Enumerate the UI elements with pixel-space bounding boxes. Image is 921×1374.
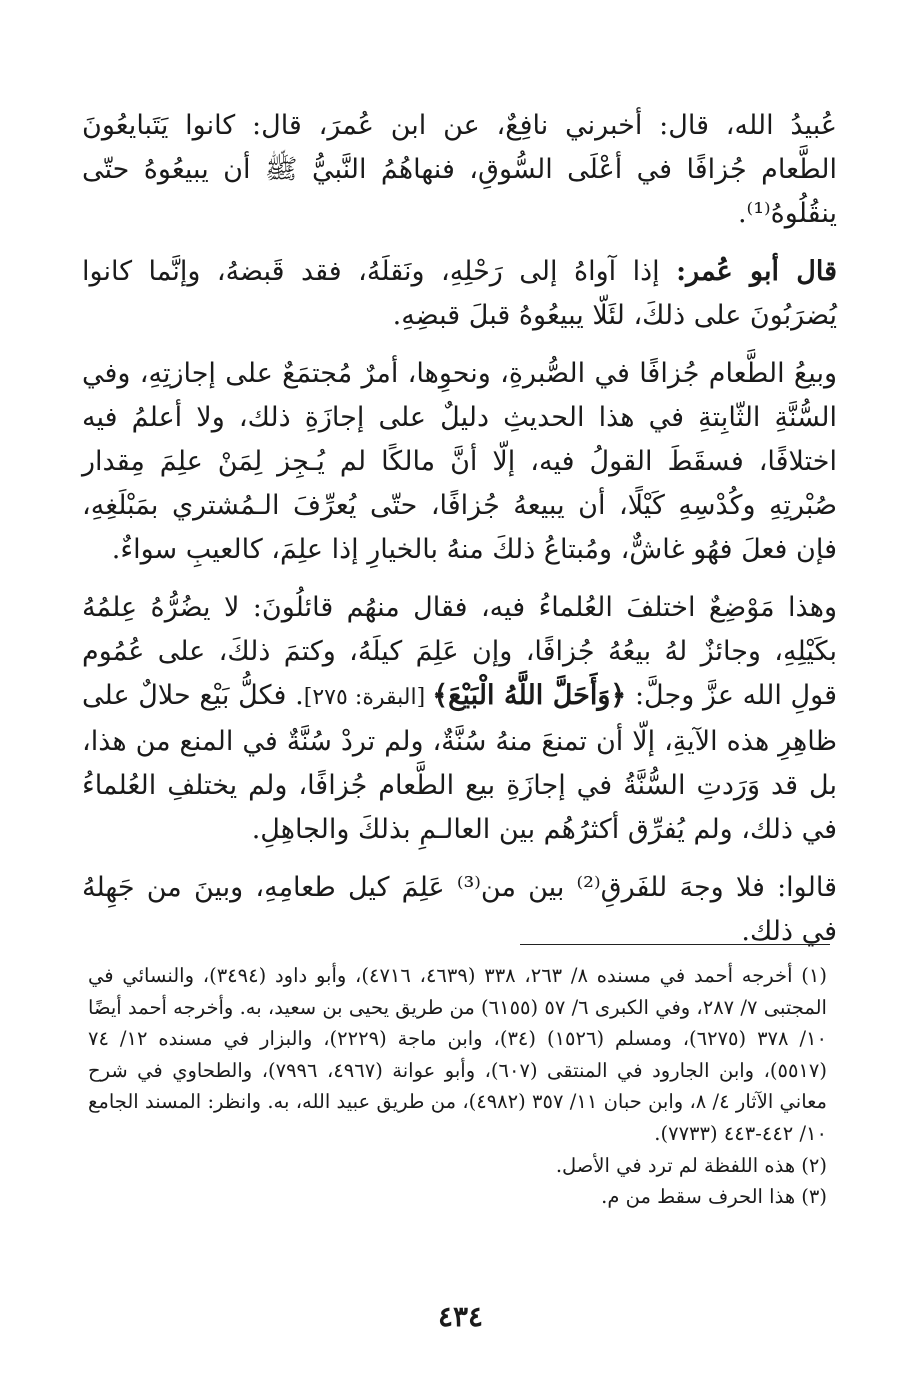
paragraph-1 xyxy=(82,104,837,236)
quran-verse: ﴿وَأَحَلَّ اللَّهُ الْبَيْعَ﴾ xyxy=(432,680,627,711)
paragraph-2 xyxy=(82,250,837,338)
footnote-1: (١) أخرجه أحمد في مسنده ٨/ ٢٦٣، ٣٣٨ (٤٦٣٩، ٤٧١٦)، وأبو داود (٣٤٩٤)، والنسائي في المجتبى ٧/ ٢٨٧، وفي الكبرى ٦/ ٥٧ (٦١٥٥) من طريق يحيى بن سعيد، به. وأخرجه أحمد أيضًا ١٠/ ٣٧٨ (٦٢٧٥)، ومسلم (١٥٢٦) (٣٤)، وابن ماجة (٢٢٢٩)، والبزار في مسنده ١٢/ ٧٤ (٥٥١٧)، وابن الجارود في المنتقى (٦٠٧)، وأبو عوانة (٤٩٦٧، ٧٩٩٦)، والطحاوي في شرح معاني الآثار ٤/ ٨، وابن حبان ١١/ ٣٥٧ (٤٩٨٢)، من طريق عبيد الله، به. وانظر: المسند الجامع ١٠/ ٤٤٢-٤٤٣ (٧٧٣٣). xyxy=(88,964,828,1145)
paragraph-text: إذا آواهُ إلى رَحْلِهِ، ونَقلَهُ، فقد قَبضهُ، وإنَّما كانوا يُضرَبُونَ على ذلكَ، لئَلّا يبيعُوهُ قبلَ قبضِهِ. xyxy=(82,256,837,331)
paragraph-text: قالوا: فلا وجهَ للفَرقِ⁽²⁾ بين من⁽³⁾ عَلِمَ كيل طعامِهِ، وبينَ من جَهِلهُ في ذلك. xyxy=(82,872,837,947)
verse-reference: [البقرة: ٢٧٥] xyxy=(303,685,433,710)
paragraph-text-continued: . فكلُّ بَيْع حلالٌ على ظاهِرِ هذه الآيةِ، إلّا أن تمنعَ منهُ سُنَّةٌ، ولم تردْ سُنَّةٌ في المنع من هذا، بل قد وَرَدتِ السُّنَّةُ في إجازَةِ بيع الطَّعام جُزافًا، ولم يختلفِ العُلماءُ في ذلك، ولم يُفرِّق أكثرُهُم بين العالـمِ بذلكَ والجاهِلِ. xyxy=(82,680,837,845)
main-text xyxy=(82,104,837,968)
footnote-divider xyxy=(520,944,830,945)
footnotes xyxy=(88,960,827,1213)
paragraph-4 xyxy=(82,586,837,852)
paragraph-text: وبيعُ الطَّعام جُزافًا في الصُّبرةِ، ونحوِها، أمرٌ مُجتمَعٌ على إجازتِهِ، وفي السُّنَّةِ الثّابِتةِ في هذا الحديثِ دليلٌ على إجازَةِ ذلك، ولا أعلمُ فيه اختلافًا، فسقَطَ القولُ فيه، إلّا أنَّ مالكًا لم يُـجِز لِمَنْ علِمَ مِقدار صُبْرتِهِ وكُدْسِهِ كَيْلًا، أن يبيعهُ جُزافًا، حتّى يُعرِّفَ الـمُشتري بمَبْلَغِهِ، فإن فعلَ فهُو غاشٌّ، ومُبتاعُ ذلكَ منهُ بالخيارِ إذا علِمَ، كالعيبِ سواءٌ. xyxy=(82,358,837,565)
page-number: ٤٣٤ xyxy=(437,1300,484,1333)
paragraph-text: عُبيدُ الله، قال: أخبرني نافِعٌ، عن ابن عُمرَ، قال: كانوا يَتَبايعُونَ الطَّعام جُزافًا في أعْلَى السُّوقِ، فنهاهُمُ النَّبيُّ ﷺ أن يبيعُوهُ حتّى ينقُلُوهُ⁽¹⁾. xyxy=(82,110,837,229)
footnote-2: (٢) هذه اللفظة لم ترد في الأصل. xyxy=(555,1153,827,1177)
paragraph-3 xyxy=(82,352,837,572)
paragraph-text: وهذا مَوْضِعٌ اختلفَ العُلماءُ فيه، فقال منهُم قائلُونَ: لا يضُرُّهُ عِلمُهُ بكَيْلِهِ، وجائزٌ لهُ بيعُهُ جُزافًا، وإن عَلِمَ كيلَهُ، وكتمَ ذلكَ، على عُمُوم قولِ الله عزَّ وجلَّ: xyxy=(82,592,838,711)
footnote-3: (٣) هذا الحرف سقط من م. xyxy=(601,1185,827,1209)
paragraph-5 xyxy=(82,866,837,954)
paragraph-lead: قال أبو عُمر: xyxy=(676,256,837,287)
